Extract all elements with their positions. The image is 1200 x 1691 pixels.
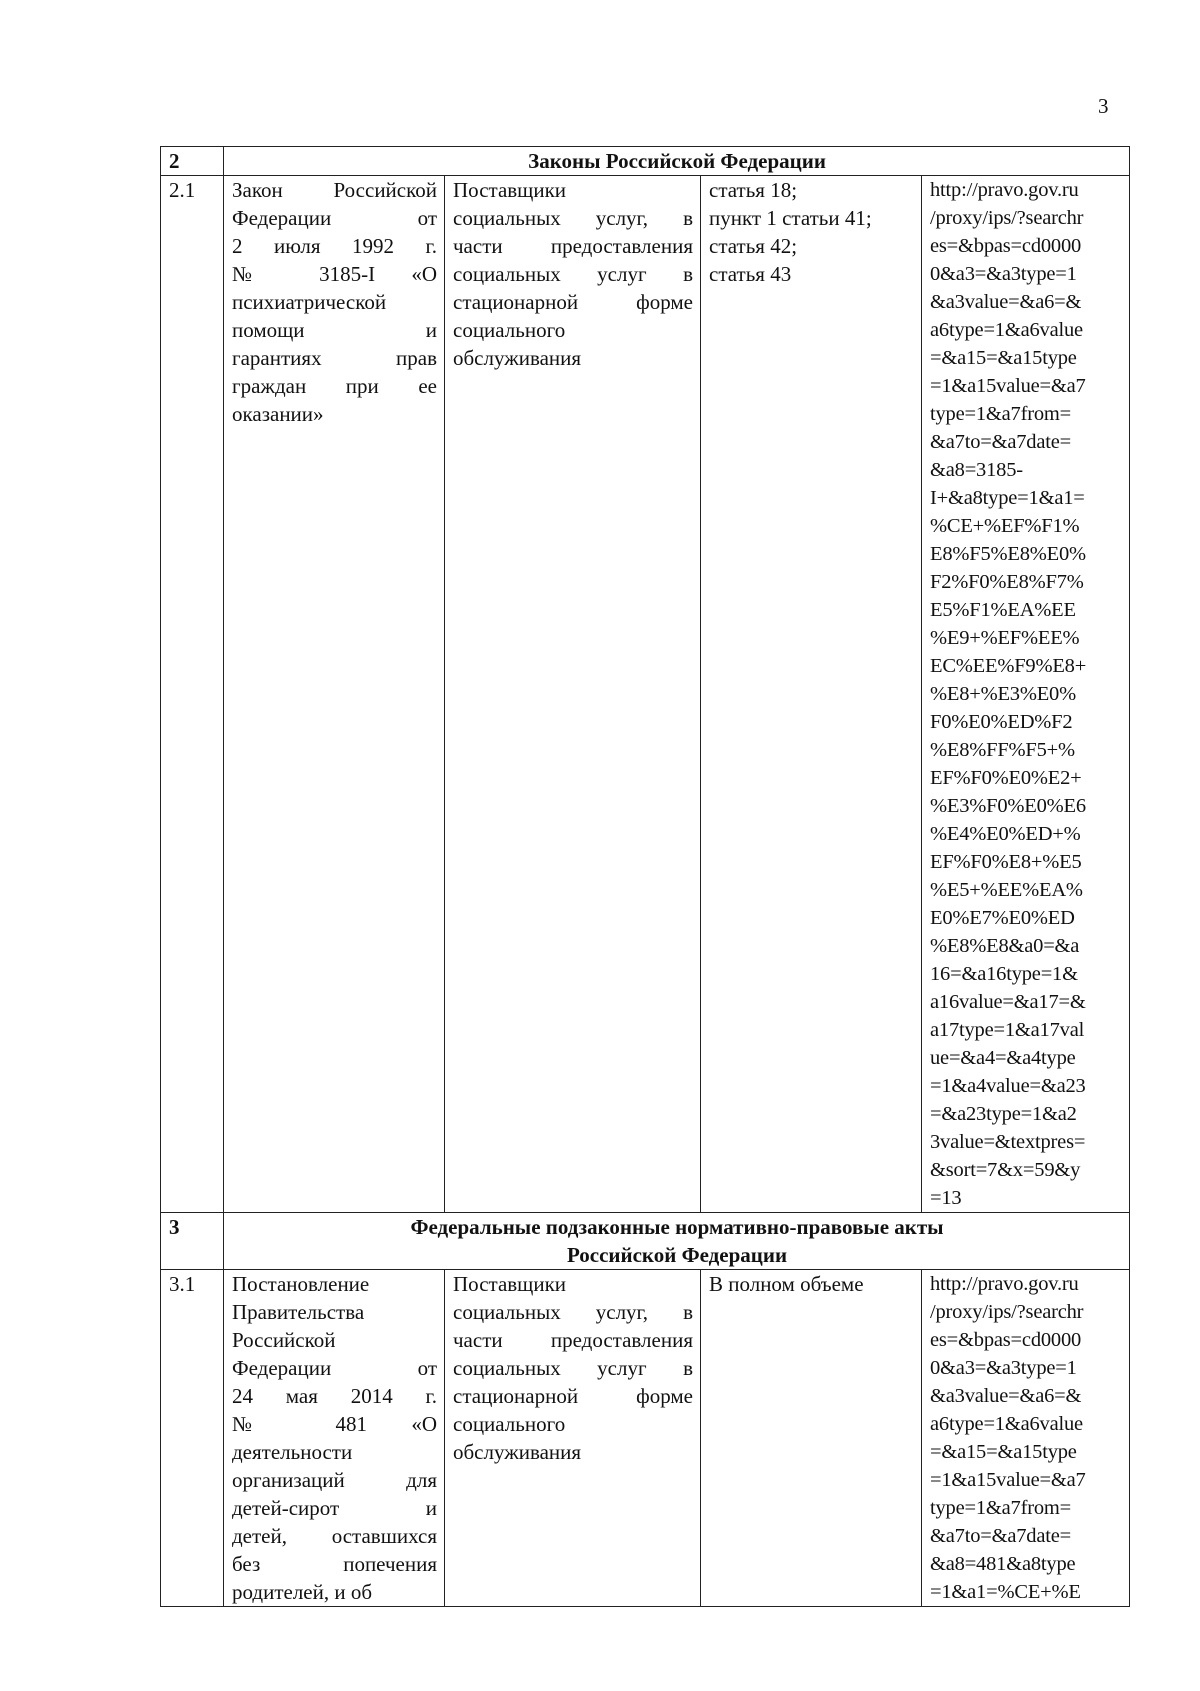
cell-line: Федерации от [232, 206, 437, 230]
link-cell [922, 1270, 1130, 1607]
row-number: 3.1 [161, 1270, 224, 1607]
cell-line: обслуживания [453, 346, 582, 370]
cell-line: /proxy/ips/?searchr [930, 1301, 1084, 1323]
cell-line: %E8%E8&a0=&a [930, 935, 1080, 957]
cell-line: Поставщики [453, 178, 567, 202]
cell-line: социального [453, 318, 566, 342]
cell-line: =&a15=&a15type [930, 347, 1077, 369]
cell-line: EC%EE%F9%E8+ [930, 655, 1087, 677]
page-number: 3 [1098, 94, 1109, 118]
cell-line: стационарной форме [453, 1384, 693, 1408]
cell-line: &a3value=&a6=& [930, 1385, 1082, 1407]
cell-line: %CE+%EF%F1% [930, 515, 1080, 537]
table-row [161, 1270, 1130, 1607]
cell-line: 0&a3=&a3type=1 [930, 1357, 1077, 1379]
cell-line: &a8=3185- [930, 459, 1023, 481]
cell-line: %E9+%EF%EE% [930, 627, 1080, 649]
cell-line: es=&bpas=cd0000 [930, 235, 1082, 257]
act-name-cell [224, 176, 445, 1213]
cell-line: части предоставления [453, 1328, 693, 1352]
cell-line: № 481 «О [232, 1412, 437, 1436]
cell-line: В полном объеме [709, 1272, 864, 1296]
link-cell [922, 176, 1130, 1213]
section-title-line: Федеральные подзаконные нормативно-правовые акты [410, 1215, 944, 1239]
cell-line: &a3value=&a6=& [930, 291, 1082, 313]
articles-cell [701, 1270, 922, 1607]
cell-line: социальных услуг в [453, 1356, 693, 1380]
cell-line: %E5+%EE%EA% [930, 879, 1083, 901]
cell-line: детей, оставшихся [232, 1524, 437, 1548]
cell-line: E0%E7%E0%ED [930, 907, 1075, 929]
cell-line: %E3%F0%E0%E6 [930, 795, 1086, 817]
cell-line: E8%F5%E8%E0% [930, 543, 1086, 565]
cell-line: деятельности [232, 1440, 353, 1464]
cell-line: обслуживания [453, 1440, 582, 1464]
cell-line: социального [453, 1412, 566, 1436]
row-number: 2.1 [161, 176, 224, 1213]
cell-line: %E4%E0%ED+% [930, 823, 1081, 845]
section-number: 3 [161, 1213, 224, 1270]
cell-line: a6type=1&a6value [930, 1413, 1083, 1435]
cell-line: Российской [232, 1328, 336, 1352]
cell-line: F2%F0%E8%F7% [930, 571, 1084, 593]
cell-line: 3value=&textpres= [930, 1131, 1086, 1153]
cell-line: граждан при ее [232, 374, 437, 398]
cell-line: type=1&a7from= [930, 1497, 1072, 1519]
legal-acts-table [160, 146, 1130, 1607]
cell-line: EF%F0%E0%E2+ [930, 767, 1082, 789]
section-title-line: Российской Федерации [566, 1243, 788, 1267]
cell-line: гарантиях прав [232, 346, 437, 370]
cell-line: 16=&a16type=1& [930, 963, 1078, 985]
section-title [224, 147, 1130, 176]
cell-line: без попечения [232, 1552, 437, 1576]
table-row [161, 176, 1130, 1213]
cell-line: помощи и [232, 318, 437, 342]
cell-line: оказании» [232, 402, 324, 426]
cell-line: =1&a1=%CE+%E [930, 1581, 1081, 1603]
cell-line: пункт 1 статьи 41; [709, 206, 872, 230]
cell-line: a17type=1&a17val [930, 1019, 1085, 1041]
cell-line: %E8%FF%F5+% [930, 739, 1075, 761]
cell-line: Поставщики [453, 1272, 567, 1296]
cell-line: /proxy/ips/?searchr [930, 207, 1084, 229]
table-body [161, 147, 1130, 1607]
cell-line: социальных услуг, в [453, 206, 693, 230]
cell-line: I+&a8type=1&a1= [930, 487, 1085, 509]
subjects-cell [445, 176, 701, 1213]
cell-line: детей-сирот и [232, 1496, 437, 1520]
cell-line: ue=&a4=&a4type [930, 1047, 1076, 1069]
cell-line: психиатрической [232, 290, 387, 314]
cell-line: es=&bpas=cd0000 [930, 1329, 1082, 1351]
cell-line: =1&a15value=&a7 [930, 1469, 1086, 1491]
cell-line: http://pravo.gov.ru [930, 1273, 1079, 1295]
cell-line: части предоставления [453, 234, 693, 258]
cell-line: организаций для [232, 1468, 437, 1492]
cell-line: статья 42; [709, 234, 798, 258]
cell-line: статья 43 [709, 262, 792, 286]
cell-line: социальных услуг, в [453, 1300, 693, 1324]
cell-line: 0&a3=&a3type=1 [930, 263, 1077, 285]
cell-line: =1&a4value=&a23 [930, 1075, 1086, 1097]
cell-line: E5%F1%EA%EE [930, 599, 1076, 621]
subjects-cell [445, 1270, 701, 1607]
cell-line: =&a15=&a15type [930, 1441, 1077, 1463]
articles-cell [701, 176, 922, 1213]
cell-line: социальных услуг в [453, 262, 693, 286]
cell-line: родителей, и об [232, 1580, 373, 1604]
cell-line: стационарной форме [453, 290, 693, 314]
section-header-row [161, 1213, 1130, 1270]
act-name-cell [224, 1270, 445, 1607]
cell-line: &a8=481&a8type [930, 1553, 1076, 1575]
section-title-line: Законы Российской Федерации [528, 149, 826, 173]
cell-line: a6type=1&a6value [930, 319, 1083, 341]
cell-line: F0%E0%ED%F2 [930, 711, 1073, 733]
section-header-row [161, 147, 1130, 176]
cell-line: статья 18; [709, 178, 798, 202]
section-title [224, 1213, 1130, 1270]
cell-line: type=1&a7from= [930, 403, 1072, 425]
cell-line: 2 июля 1992 г. [232, 234, 437, 258]
cell-line: %E8+%E3%E0% [930, 683, 1076, 705]
cell-line: &sort=7&x=59&y [930, 1159, 1081, 1181]
cell-line: &a7to=&a7date= [930, 1525, 1072, 1547]
cell-line: =13 [930, 1187, 962, 1209]
cell-line: Закон Российской [232, 178, 437, 202]
section-number: 2 [161, 147, 224, 176]
cell-line: EF%F0%E8+%E5 [930, 851, 1082, 873]
cell-line: Постановление [232, 1272, 370, 1296]
cell-line: =&a23type=1&a2 [930, 1103, 1077, 1125]
cell-line: http://pravo.gov.ru [930, 179, 1079, 201]
cell-line: &a7to=&a7date= [930, 431, 1072, 453]
cell-line: Правительства [232, 1300, 365, 1324]
cell-line: Федерации от [232, 1356, 437, 1380]
cell-line: a16value=&a17=& [930, 991, 1086, 1013]
cell-line: № 3185-I «О [232, 262, 437, 286]
cell-line: =1&a15value=&a7 [930, 375, 1086, 397]
cell-line: 24 мая 2014 г. [232, 1384, 437, 1408]
